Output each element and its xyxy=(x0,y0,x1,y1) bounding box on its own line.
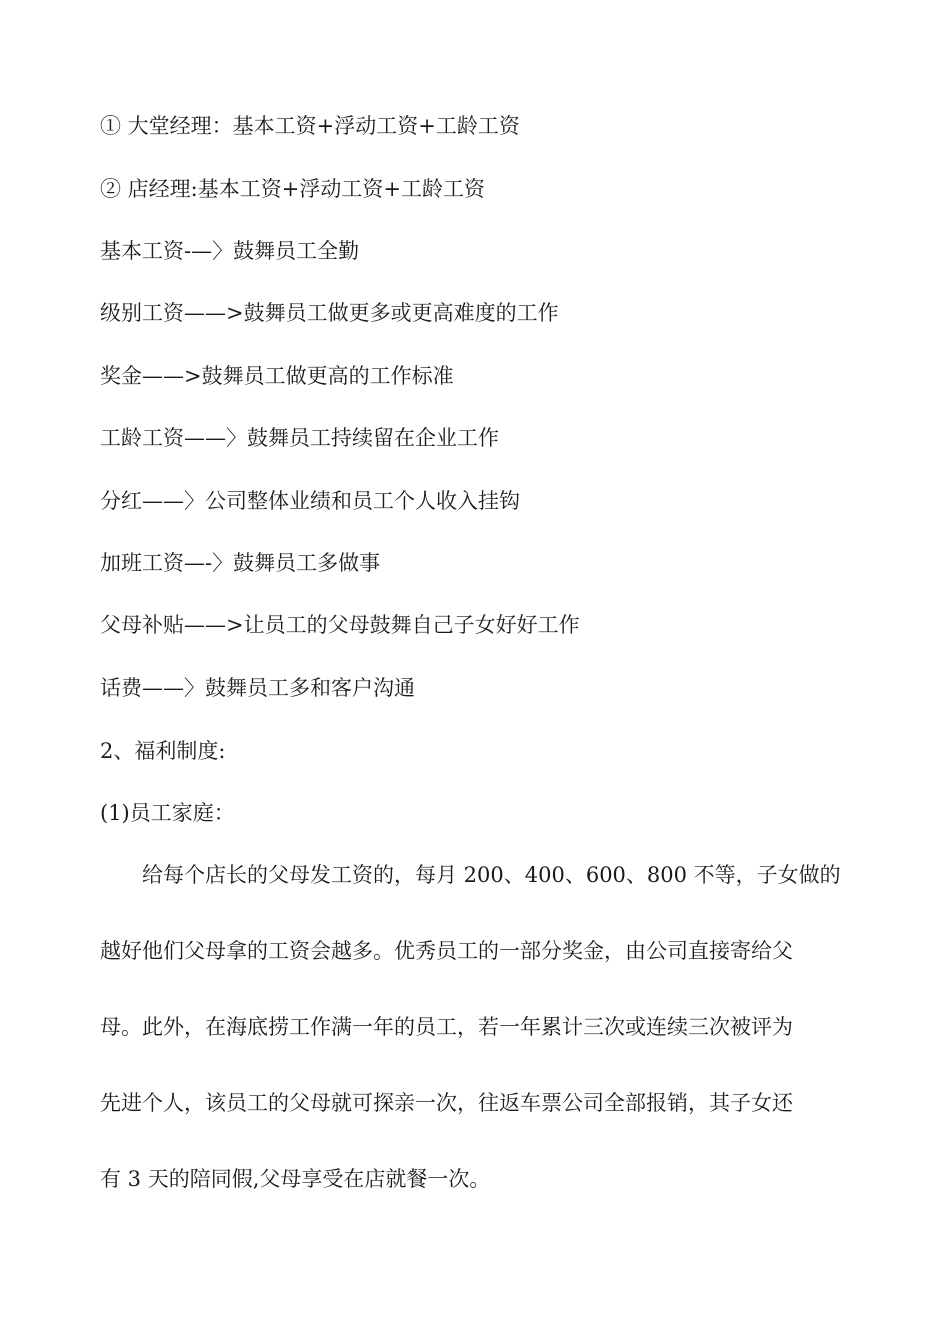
text-line-store-manager: ② 店经理:基本工资+浮动工资+工龄工资 xyxy=(100,177,485,201)
text-line-base-salary: 基本工资-—〉鼓舞员工全勤 xyxy=(100,239,360,263)
subsection-heading-family: (1)员工家庭： xyxy=(100,801,235,825)
paragraph-line: 母。此外，在海底捞工作满一年的员工，若一年累计三次或连续三次被评为 xyxy=(100,1015,793,1039)
section-heading-welfare: 2、福利制度: xyxy=(100,739,226,763)
paragraph-line: 有 3 天的陪同假,父母享受在店就餐一次。 xyxy=(100,1167,491,1191)
text-line-parent-subsidy: 父母补贴——>让员工的父母鼓舞自己子女好好工作 xyxy=(100,613,580,637)
paragraph-line: 先进个人，该员工的父母就可探亲一次，往返车票公司全部报销，其子女还 xyxy=(100,1091,793,1115)
text-line-dividend: 分红——〉公司整体业绩和员工个人收入挂钩 xyxy=(100,489,520,513)
paragraph-line: 越好他们父母拿的工资会越多。优秀员工的一部分奖金，由公司直接寄给父 xyxy=(100,939,793,963)
body-paragraph xyxy=(100,861,860,1241)
text-line-bonus: 奖金——>鼓舞员工做更高的工作标准 xyxy=(100,364,454,388)
text-line-seniority-pay: 工龄工资——〉鼓舞员工持续留在企业工作 xyxy=(100,426,499,450)
text-line-lobby-manager: ① 大堂经理：基本工资+浮动工资+工龄工资 xyxy=(100,114,520,138)
text-line-phone-allowance: 话费——〉鼓舞员工多和客户沟通 xyxy=(100,676,415,700)
text-line-level-salary: 级别工资——>鼓舞员工做更多或更高难度的工作 xyxy=(100,301,559,325)
text-line-overtime-pay: 加班工资—-〉鼓舞员工多做事 xyxy=(100,551,381,575)
paragraph-line: 给每个店长的父母发工资的，每月 200、400、600、800 不等，子女做的 xyxy=(142,863,841,887)
